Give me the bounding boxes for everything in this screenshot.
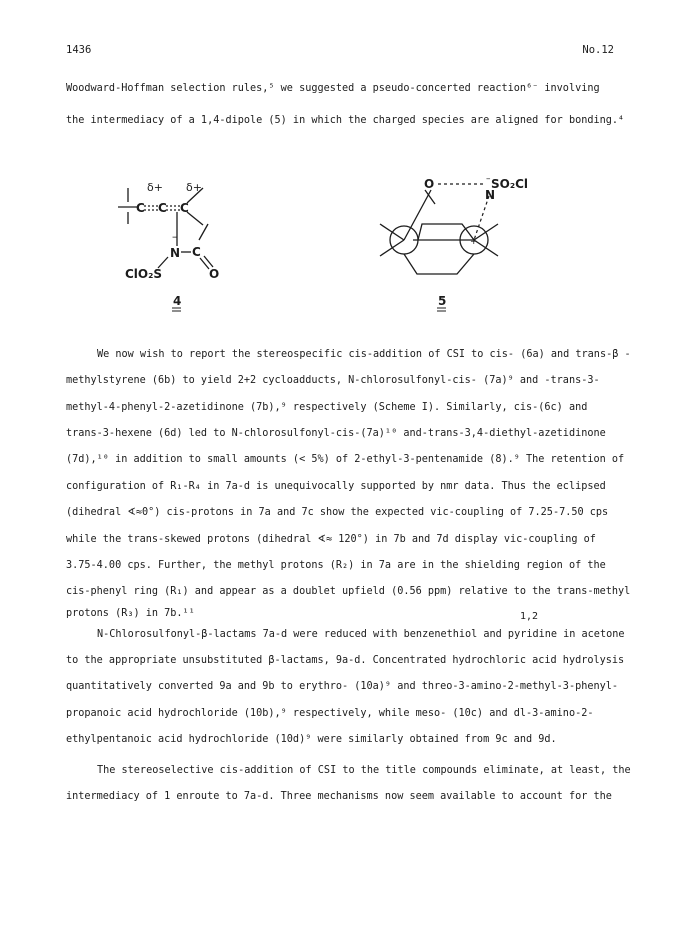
text-line-8: configuration of R₁-R₄ in 7a-d is unequivocally supported by nmr data. Thus the eclipsed xyxy=(66,481,606,492)
atom-c-left: C xyxy=(136,201,145,215)
text-line-7: (7d),¹⁰ in addition to small amounts (< 5%) of 2-ethyl-3-pentenamide (8).⁹ The retention of xyxy=(66,454,625,465)
text-line-16: quantitatively converted 9a and 9b to erythro- (10a)⁹ and threo-3-amino-2-methyl-3-phenyl- xyxy=(66,681,619,692)
journal-issue: No.12 xyxy=(582,44,614,56)
text-line-13: protons (R₃) in 7b.¹¹ xyxy=(66,608,195,619)
text-line-4: methylstyrene (6b) to yield 2+2 cycloadducts, N-chlorosulfonyl-cis- (7a)⁹ and -trans-3- xyxy=(66,375,600,386)
atom-c-mid: C xyxy=(158,201,167,215)
atom-c-carbonyl: C xyxy=(192,245,201,259)
atom-c-right: C xyxy=(180,201,189,215)
negative-charge-5: – xyxy=(486,174,491,184)
footnote-marker: 1,2 xyxy=(520,611,539,622)
text-line-15: to the appropriate unsubstituted β-lactams, 9a-d. Concentrated hydrochloric acid hydrolysis xyxy=(66,655,625,666)
text-line-14: N-Chlorosulfonyl-β-lactams 7a-d were reduced with benzenethiol and pyridine in acetone xyxy=(97,629,625,640)
text-line-12: cis-phenyl ring (R₁) and appear as a doublet upfield (0.56 ppm) relative to the trans-methyl xyxy=(66,586,631,597)
compound-label-4: 4 xyxy=(173,294,182,308)
atom-o: O xyxy=(209,267,220,281)
clo2s-group: ClO₂S xyxy=(125,267,163,281)
text-line-1: Woodward-Hoffman selection rules,⁵ we suggested a pseudo-concerted reaction⁶⁻ involving xyxy=(66,83,600,94)
positive-charge-5: + xyxy=(470,237,478,247)
text-line-6: trans-3-hexene (6d) led to N-chlorosulfonyl-cis-(7a)¹⁰ and-trans-3,4-diethyl-azetidinone xyxy=(66,428,606,439)
text-line-17: propanoic acid hydrochloride (10b),⁹ respectively, while meso- (10c) and dl-3-amino-2- xyxy=(66,708,594,719)
text-line-3: We now wish to report the stereospecific cis-addition of CSI to cis- (6a) and trans-β - xyxy=(97,349,631,360)
text-line-11: 3.75-4.00 cps. Further, the methyl protons (R₂) in 7a are in the shielding region of the xyxy=(66,560,606,571)
page-number: 1436 xyxy=(66,44,92,56)
atom-o-5: O xyxy=(424,177,435,191)
chemical-structures-figure xyxy=(0,160,680,330)
text-line-5: methyl-4-phenyl-2-azetidinone (7b),⁹ respectively (Scheme I). Similarly, cis-(6c) and xyxy=(66,402,588,413)
delta-plus-1: δ+ xyxy=(147,181,163,194)
text-line-2: the intermediacy of a 1,4-dipole (5) in which the charged species are aligned for bonding.⁴ xyxy=(66,115,625,126)
negative-charge: – xyxy=(172,230,178,243)
text-line-10: while the trans-skewed protons (dihedral ∢≈ 120°) in 7b and 7d display vic-coupling of xyxy=(66,534,596,545)
atom-n: N xyxy=(170,246,181,260)
text-line-9: (dihedral ∢≈0°) cis-protons in 7a and 7c show the expected vic-coupling of 7.25-7.50 cps xyxy=(66,507,609,518)
so2cl-group: SO₂Cl xyxy=(491,177,529,191)
atom-n-5: N xyxy=(485,188,496,202)
structure-5 xyxy=(380,190,498,274)
delta-plus-2: δ+ xyxy=(186,181,202,194)
text-line-18: ethylpentanoic acid hydrochloride (10d)⁹ were similarly obtained from 9c and 9d. xyxy=(66,734,557,745)
text-line-19: The stereoselective cis-addition of CSI to the title compounds eliminate, at least, the xyxy=(97,765,631,776)
compound-label-5: 5 xyxy=(438,294,447,308)
text-line-20: intermediacy of 1 enroute to 7a-d. Three mechanisms now seem available to account for the xyxy=(66,791,612,802)
